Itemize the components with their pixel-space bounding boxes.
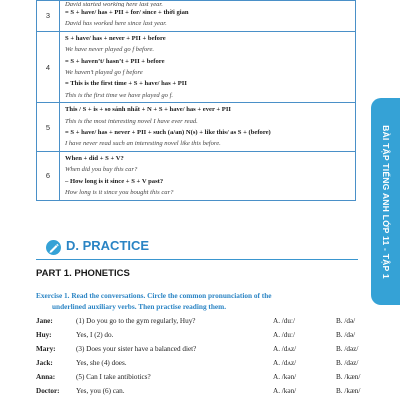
speaker-name: Mary: bbox=[36, 345, 56, 353]
option-a[interactable]: A. /kən/ bbox=[273, 373, 297, 381]
structure-formula: = This is the first time + S + have/ has + PII bbox=[65, 80, 187, 88]
example-sentence: When did you buy this car? bbox=[65, 166, 138, 174]
structure-formula: = S + have/ has + PII + for/ since + thời gian bbox=[65, 9, 189, 16]
grammar-cell bbox=[60, 31, 356, 102]
grammar-table-row bbox=[37, 151, 356, 200]
example-sentence: We have never played go f before. bbox=[65, 46, 155, 54]
practice-divider bbox=[36, 259, 358, 260]
utterance-text: (3) Does your sister have a balanced diet? bbox=[76, 345, 197, 353]
grammar-cell bbox=[60, 151, 356, 200]
conversation-line bbox=[36, 345, 358, 359]
row-number: 3 bbox=[37, 1, 60, 32]
grammar-table-row bbox=[37, 31, 356, 102]
option-b[interactable]: B. /dəz/ bbox=[336, 359, 359, 367]
example-sentence: How long is it since you bought this car? bbox=[65, 189, 174, 197]
conversation-line bbox=[36, 359, 358, 373]
grammar-table-row bbox=[37, 103, 356, 152]
speaker-name: Huy: bbox=[36, 331, 52, 339]
structure-formula: S + have/ has + never + PII + before bbox=[65, 34, 166, 42]
utterance-text: (5) Can I take antibiotics? bbox=[76, 373, 151, 381]
side-tab bbox=[371, 98, 400, 305]
conversation-line bbox=[36, 373, 361, 387]
row-number: 5 bbox=[37, 103, 60, 152]
side-tab-label: BÀI TẬP TIẾNG ANH LỚP 11 - TẬP 1 bbox=[380, 124, 391, 279]
structure-formula: When + did + S + V? bbox=[65, 154, 124, 162]
utterance-text: Yes, I (2) do. bbox=[76, 331, 114, 339]
example-sentence: I have never read such an interesting novel like this before. bbox=[65, 140, 221, 148]
example-sentence: We haven’t played go f before bbox=[65, 69, 143, 77]
option-b[interactable]: B. /kæn/ bbox=[336, 387, 361, 395]
grammar-table-row bbox=[37, 1, 356, 32]
row-number: 6 bbox=[37, 151, 60, 200]
example-sentence: This is the first time we have played go f. bbox=[65, 91, 174, 99]
conversation-line bbox=[36, 387, 361, 400]
option-a[interactable]: A. /duː/ bbox=[273, 331, 295, 339]
practice-pencil-icon bbox=[46, 240, 61, 255]
option-b[interactable]: B. /kæn/ bbox=[336, 373, 361, 381]
structure-formula: – How long is it since + S + V past? bbox=[65, 177, 164, 185]
option-a[interactable]: A. /duː/ bbox=[273, 317, 295, 325]
exercise-instruction-line1: Exercise 1. Read the conversations. Circle the common pronunciation of the bbox=[36, 291, 272, 300]
speaker-name: Jack: bbox=[36, 359, 53, 367]
structure-formula: = S + have/ has + never + PII + such (a/an) N(s) + like this/ as S + (before) bbox=[65, 129, 271, 137]
option-a[interactable]: A. /kən/ bbox=[273, 387, 297, 395]
grammar-table bbox=[36, 0, 356, 201]
structure-formula: = S + haven’t/ hasn’t + PII + before bbox=[65, 57, 165, 65]
option-b[interactable]: B. /də/ bbox=[336, 317, 356, 325]
speaker-name: Jane: bbox=[36, 317, 53, 325]
utterance-text: (1) Do you go to the gym regularly, Huy? bbox=[76, 317, 196, 325]
example-sentence: This is the most interesting novel I have ever read. bbox=[65, 117, 198, 125]
option-a[interactable]: A. /dʌz/ bbox=[273, 345, 297, 353]
speaker-name: Anna: bbox=[36, 373, 56, 381]
example-sentence: David started working here last year. bbox=[65, 2, 163, 7]
example-sentence: David has worked here since last year. bbox=[65, 20, 167, 28]
practice-heading: D. PRACTICE bbox=[66, 238, 150, 253]
utterance-text: Yes, you (6) can. bbox=[76, 387, 125, 395]
structure-formula: This / S + is + so sánh nhất + N + S + have/ has + ever + PII bbox=[65, 106, 231, 114]
grammar-cell bbox=[60, 103, 356, 152]
grammar-cell bbox=[60, 1, 356, 32]
exercise-instruction-line2: underlined auxiliary verbs. Then practise reading them. bbox=[52, 302, 227, 311]
conversation-line bbox=[36, 331, 358, 345]
option-b[interactable]: B. /də/ bbox=[336, 331, 356, 339]
utterance-text: Yes, she (4) does. bbox=[76, 359, 127, 367]
speaker-name: Doctor: bbox=[36, 387, 60, 395]
option-b[interactable]: B. /dəz/ bbox=[336, 345, 359, 353]
part-heading: PART 1. PHONETICS bbox=[36, 268, 130, 279]
row-number: 4 bbox=[37, 31, 60, 102]
conversation-line bbox=[36, 317, 358, 331]
option-a[interactable]: A. /dʌz/ bbox=[273, 359, 297, 367]
